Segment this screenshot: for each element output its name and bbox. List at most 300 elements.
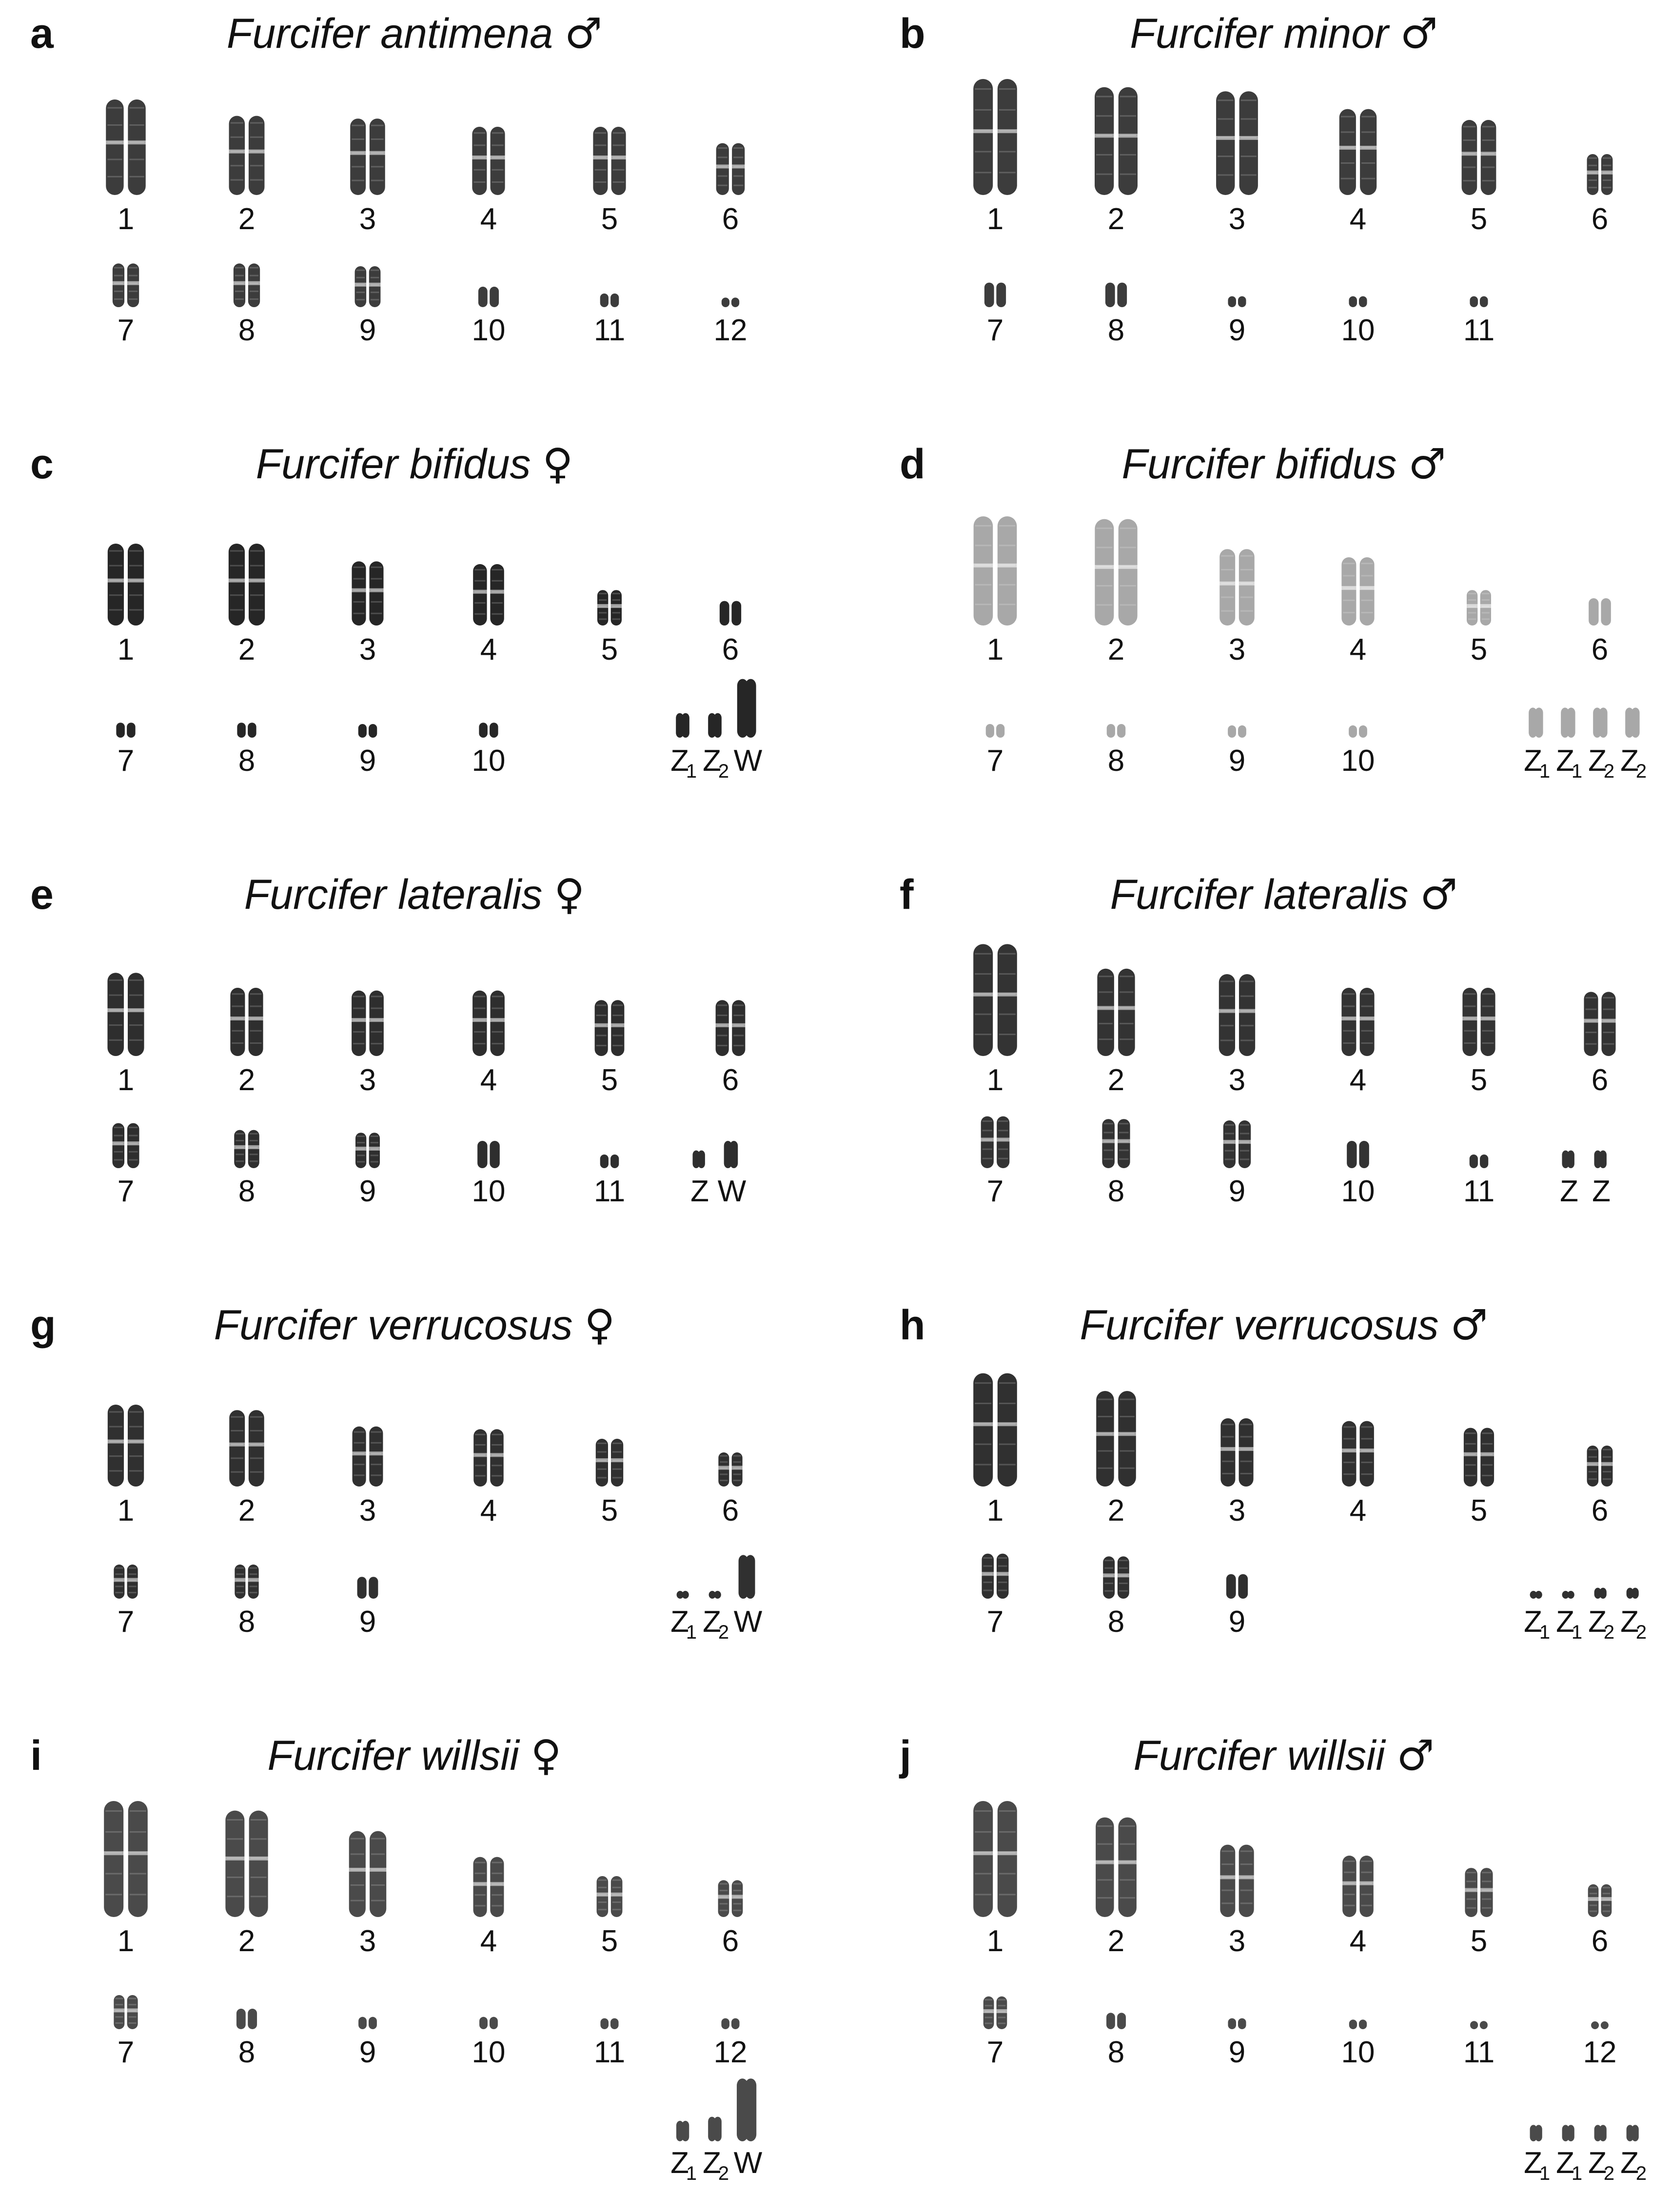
band: [129, 124, 144, 126]
band: [371, 1161, 378, 1162]
chromosome-pair-1: [973, 79, 1018, 195]
band: [1241, 118, 1257, 120]
band: [231, 1430, 243, 1431]
chromosome: [1567, 1151, 1574, 1168]
chromosome: [998, 1373, 1017, 1487]
sex-chromosome-Z1: [1561, 707, 1575, 738]
sex-chromosome-label: W: [733, 1605, 763, 1639]
chromosome: [1105, 283, 1115, 307]
band: [612, 1879, 621, 1881]
chromosome: [973, 1801, 993, 1917]
band: [613, 181, 625, 183]
band: [1466, 1907, 1476, 1909]
band: [1603, 1032, 1614, 1033]
panel-c: [30, 440, 763, 782]
species-title: Furcifer bifidus ♂: [1121, 440, 1446, 489]
band: [1585, 1032, 1596, 1033]
band: [596, 1045, 607, 1046]
band: [1240, 1850, 1253, 1852]
band: [998, 2011, 1006, 2012]
band: [1463, 153, 1476, 155]
band: [1120, 1843, 1135, 1845]
band: [1482, 593, 1490, 594]
band: [475, 1454, 485, 1456]
chromosome: [479, 723, 488, 738]
chromosome: [490, 287, 499, 307]
band: [130, 1852, 146, 1854]
band: [1240, 1449, 1252, 1450]
chromosome-pair-7: [112, 263, 139, 307]
band: [231, 137, 244, 138]
sex-chromosome-subscript: 2: [718, 2163, 729, 2184]
sex-chromosome-subscript: 2: [1635, 1622, 1647, 1643]
chromosome: [998, 1801, 1017, 1917]
band: [1120, 604, 1136, 606]
chromosome: [1359, 1141, 1369, 1168]
band: [1240, 1902, 1253, 1904]
chromosome: [732, 143, 745, 195]
band: [129, 2004, 137, 2005]
band: [999, 1403, 1016, 1404]
chromosome: [714, 1591, 721, 1599]
band: [1120, 1861, 1135, 1863]
band: [1104, 1583, 1113, 1584]
band: [1096, 585, 1112, 587]
band: [975, 973, 991, 975]
band: [130, 1831, 146, 1833]
band: [1343, 612, 1355, 613]
band: [717, 1025, 727, 1026]
band: [351, 1869, 364, 1870]
chromosome-pair-5: [592, 127, 626, 195]
species-title: Furcifer antimena ♂: [226, 9, 603, 58]
band: [1361, 575, 1373, 576]
sex-chromosome-label: Z: [1556, 744, 1574, 778]
band: [733, 1890, 742, 1891]
band: [999, 973, 1016, 975]
pair-number: 1: [117, 1494, 135, 1527]
chromosome: [1342, 1856, 1356, 1917]
band: [250, 1444, 263, 1445]
male-symbol: ♂: [1450, 1301, 1488, 1350]
band: [1361, 1042, 1373, 1044]
band: [353, 996, 364, 997]
band: [1603, 1471, 1612, 1472]
band: [983, 1139, 992, 1140]
band: [999, 1423, 1016, 1425]
band: [474, 1008, 485, 1009]
chromosome-pair-9: [1223, 1120, 1251, 1168]
band: [1098, 1433, 1112, 1434]
band: [115, 2022, 123, 2024]
panel-b: [900, 9, 1613, 347]
band: [351, 1853, 364, 1855]
chromosome: [1228, 296, 1236, 307]
pair-number: 8: [1107, 313, 1125, 347]
sex-chromosomes: [1560, 1151, 1611, 1208]
band: [129, 2022, 137, 2024]
pair-number: 1: [117, 1924, 135, 1958]
panel-letter: b: [900, 10, 925, 57]
pair-number: 12: [713, 313, 747, 347]
band: [1482, 1907, 1492, 1909]
chromosome: [610, 1155, 619, 1168]
band: [983, 1582, 992, 1583]
band: [1361, 147, 1375, 148]
pair-number: 9: [359, 744, 376, 778]
chromosome: [698, 1151, 705, 1168]
chromosome: [682, 2121, 689, 2141]
band: [1341, 178, 1355, 179]
band: [130, 1810, 146, 1812]
chromosome-pair-11: [600, 2018, 618, 2029]
chromosome-pair-6: [718, 1880, 744, 1917]
band: [492, 181, 504, 183]
chromosome: [1587, 1446, 1599, 1487]
panel-letter: i: [30, 1732, 42, 1779]
chromosome: [249, 544, 265, 626]
chromosome: [1220, 1845, 1235, 1917]
pair-number: 3: [359, 1494, 376, 1527]
band: [1361, 1005, 1373, 1007]
band: [1465, 1475, 1476, 1476]
band: [594, 181, 606, 183]
chromosome-pair-2: [225, 1811, 268, 1917]
sex-chromosomes: [670, 679, 763, 782]
panel-a: [30, 9, 747, 347]
pair-number: 4: [480, 633, 497, 666]
band: [1603, 172, 1612, 174]
chromosome: [1470, 1155, 1478, 1168]
chromosome: [1462, 988, 1477, 1056]
chromosome: [1591, 2021, 1599, 2029]
pair-number: 11: [593, 313, 626, 347]
band: [230, 594, 243, 596]
band: [975, 1423, 991, 1425]
band: [597, 1443, 607, 1444]
band: [371, 180, 384, 181]
band: [1120, 566, 1136, 568]
band: [999, 130, 1016, 132]
band: [250, 1567, 257, 1569]
band: [227, 1838, 243, 1840]
chromosome: [745, 2078, 756, 2141]
chromosome: [1535, 2125, 1542, 2141]
band: [1482, 1890, 1492, 1891]
band: [975, 565, 992, 566]
band: [107, 176, 122, 177]
band: [1221, 583, 1234, 584]
chromosome: [730, 1141, 738, 1168]
chromosome: [593, 127, 608, 195]
chromosome-pair-10: [478, 287, 499, 307]
band: [371, 138, 384, 140]
band: [975, 1444, 991, 1445]
panel-i: [30, 1731, 763, 2184]
band: [235, 267, 244, 269]
male-symbol: ♂: [1420, 870, 1458, 919]
chromosome: [113, 263, 124, 307]
chromosome-pair-1: [107, 1405, 144, 1487]
band: [250, 137, 263, 138]
band: [475, 1883, 486, 1885]
band: [352, 166, 364, 167]
chromosome: [731, 2018, 740, 2029]
chromosome-pair-2: [228, 544, 265, 626]
chromosome: [1117, 2013, 1126, 2029]
band: [371, 1442, 381, 1444]
band: [1120, 1433, 1134, 1434]
sex-chromosome-label: Z: [1524, 2146, 1542, 2180]
band: [352, 152, 364, 154]
pair-number: 7: [117, 313, 135, 347]
band: [250, 1018, 262, 1019]
band: [129, 2016, 137, 2017]
band: [109, 1441, 122, 1442]
chromosome-pair-10: [477, 1141, 500, 1168]
band: [975, 1831, 991, 1833]
pair-number: 2: [238, 1494, 256, 1527]
band: [354, 1474, 365, 1476]
chromosome: [1219, 974, 1235, 1056]
band: [130, 1873, 146, 1875]
band: [250, 1471, 263, 1473]
band: [596, 1015, 607, 1016]
band: [473, 169, 485, 171]
band: [129, 1127, 138, 1128]
band: [1099, 1023, 1112, 1024]
band: [1585, 997, 1596, 998]
band: [129, 550, 142, 551]
band: [1482, 1432, 1493, 1434]
band: [250, 550, 263, 551]
chromosome: [249, 1410, 264, 1487]
band: [1099, 976, 1112, 977]
chromosome: [1342, 1421, 1356, 1487]
pair-number: 2: [238, 202, 256, 236]
sex-chromosome-subscript: 1: [1539, 2163, 1551, 2184]
chromosome-pair-8: [1101, 1119, 1130, 1168]
chromosome-pair-2: [229, 1410, 265, 1487]
band: [1361, 162, 1375, 164]
band: [473, 132, 485, 134]
band: [599, 612, 607, 613]
band: [1603, 157, 1612, 159]
band: [718, 176, 727, 177]
band: [1097, 1861, 1112, 1863]
band: [1240, 596, 1253, 598]
band: [475, 1894, 486, 1896]
pair-number: 7: [986, 744, 1004, 778]
chromosome-pair-3: [1216, 91, 1258, 195]
species-title: Furcifer verrucosus ♂: [1080, 1301, 1488, 1350]
band: [129, 159, 144, 160]
chromosome-pair-3: [350, 118, 386, 195]
chromosome-pair-9: [1228, 2018, 1246, 2029]
band: [1104, 1575, 1113, 1576]
chromosome-pair-9: [357, 1577, 378, 1599]
chromosome: [732, 1000, 745, 1056]
chromosome-pair-5: [596, 1876, 623, 1917]
band: [236, 1154, 244, 1155]
sex-chromosome-Z2: [1594, 1588, 1607, 1599]
band: [1464, 1042, 1475, 1044]
band: [1241, 99, 1257, 101]
chromosome: [597, 1876, 609, 1917]
band: [1241, 137, 1257, 138]
species-title: Furcifer willsii ♂: [1133, 1731, 1435, 1780]
chromosome-pair-11: [600, 1155, 619, 1168]
band: [998, 2016, 1006, 2018]
band: [1240, 1158, 1249, 1160]
band: [1221, 555, 1234, 557]
chromosome: [1360, 1421, 1374, 1487]
chromosome-pair-3: [351, 991, 384, 1056]
sex-chromosome-Z2: [1594, 2125, 1607, 2141]
chromosome: [1632, 707, 1640, 738]
chromosome: [1239, 1845, 1254, 1917]
band: [975, 1382, 991, 1384]
pair-number: 1: [117, 633, 135, 666]
chromosome: [358, 724, 367, 738]
band: [1464, 1005, 1475, 1007]
band: [985, 2023, 993, 2024]
band: [983, 1130, 992, 1131]
band: [1343, 600, 1355, 601]
sex-chromosome-label: Z: [1556, 1605, 1574, 1639]
chromosome-pair-8: [1106, 2013, 1126, 2029]
band: [1343, 587, 1355, 589]
band: [475, 1873, 486, 1874]
pair-number: 3: [359, 1063, 376, 1097]
band: [227, 1877, 243, 1878]
band: [1225, 1124, 1234, 1126]
band: [1098, 1468, 1112, 1469]
band: [999, 993, 1016, 995]
female-symbol: ♀: [542, 440, 573, 489]
band: [351, 1838, 364, 1840]
chromosome-pair-12: [722, 297, 739, 307]
chromosome-pair-9: [1228, 725, 1246, 738]
band: [1225, 1158, 1234, 1160]
sex-chromosome-W: [737, 679, 756, 738]
chromosome: [1239, 1418, 1254, 1487]
band: [1240, 980, 1254, 982]
band: [356, 292, 365, 293]
band: [353, 1043, 364, 1044]
band: [1220, 1025, 1234, 1026]
band: [232, 1030, 243, 1032]
band: [1240, 583, 1253, 584]
chromosome: [1226, 1574, 1236, 1599]
chromosome: [1107, 724, 1115, 738]
band: [115, 1586, 123, 1587]
band: [1482, 153, 1495, 155]
band: [371, 601, 382, 603]
band: [371, 284, 379, 286]
band: [357, 1161, 365, 1162]
chromosome-pair-6: [715, 1000, 746, 1056]
band: [115, 1592, 123, 1593]
band: [1120, 135, 1136, 136]
pair-number: 9: [1228, 1605, 1246, 1639]
chromosome: [1216, 91, 1235, 195]
chromosome-pair-5: [1466, 590, 1492, 626]
band: [1343, 1462, 1355, 1463]
band: [597, 1460, 607, 1461]
band: [612, 1045, 623, 1046]
chromosome-pair-3: [352, 1427, 384, 1487]
band: [492, 1031, 503, 1033]
pair-number: 1: [986, 1063, 1004, 1097]
band: [491, 569, 502, 570]
chromosome: [731, 601, 741, 626]
band: [1361, 116, 1375, 117]
band: [236, 1592, 244, 1593]
pair-number: 6: [722, 1063, 739, 1097]
band: [250, 609, 263, 610]
band: [1218, 156, 1233, 157]
band: [1119, 1150, 1129, 1151]
band: [1098, 1450, 1112, 1452]
band: [352, 125, 364, 126]
band: [236, 1133, 244, 1135]
chromosome: [369, 2017, 377, 2029]
band: [1119, 1590, 1128, 1592]
band: [720, 1455, 727, 1457]
chromosome: [1567, 1591, 1574, 1599]
band: [250, 1042, 262, 1044]
chromosome: [1360, 988, 1375, 1056]
band: [371, 1838, 385, 1840]
band: [129, 1586, 137, 1587]
band: [353, 1008, 364, 1009]
band: [129, 580, 142, 581]
band: [1240, 1890, 1253, 1891]
pair-number: 7: [117, 744, 135, 778]
pair-number: 2: [238, 1063, 256, 1097]
band: [1463, 180, 1476, 181]
band: [250, 1580, 257, 1581]
chromosome-pair-9: [1228, 296, 1246, 307]
chromosome: [973, 944, 993, 1056]
band: [115, 2016, 123, 2017]
band: [1603, 1456, 1612, 1458]
band: [1341, 116, 1355, 117]
band: [1590, 1893, 1597, 1894]
sex-chromosomes: [690, 1141, 747, 1208]
band: [1482, 1475, 1493, 1476]
band: [720, 1473, 727, 1475]
band: [999, 172, 1016, 173]
band: [1343, 1018, 1355, 1019]
pair-number: 4: [1349, 1063, 1367, 1097]
band: [612, 612, 620, 613]
sex-chromosome-label: Z: [670, 744, 689, 778]
band: [1120, 991, 1133, 993]
chromosome: [720, 601, 729, 626]
band: [130, 1894, 146, 1895]
band: [1361, 587, 1373, 589]
chromosome: [108, 1405, 124, 1487]
band: [1482, 1880, 1492, 1882]
band: [598, 1879, 607, 1881]
band: [998, 1582, 1007, 1583]
band: [129, 1159, 138, 1161]
chromosome-pair-2: [229, 116, 265, 195]
chromosome: [473, 1429, 487, 1487]
sex-chromosome-label: Z: [1560, 1175, 1578, 1208]
